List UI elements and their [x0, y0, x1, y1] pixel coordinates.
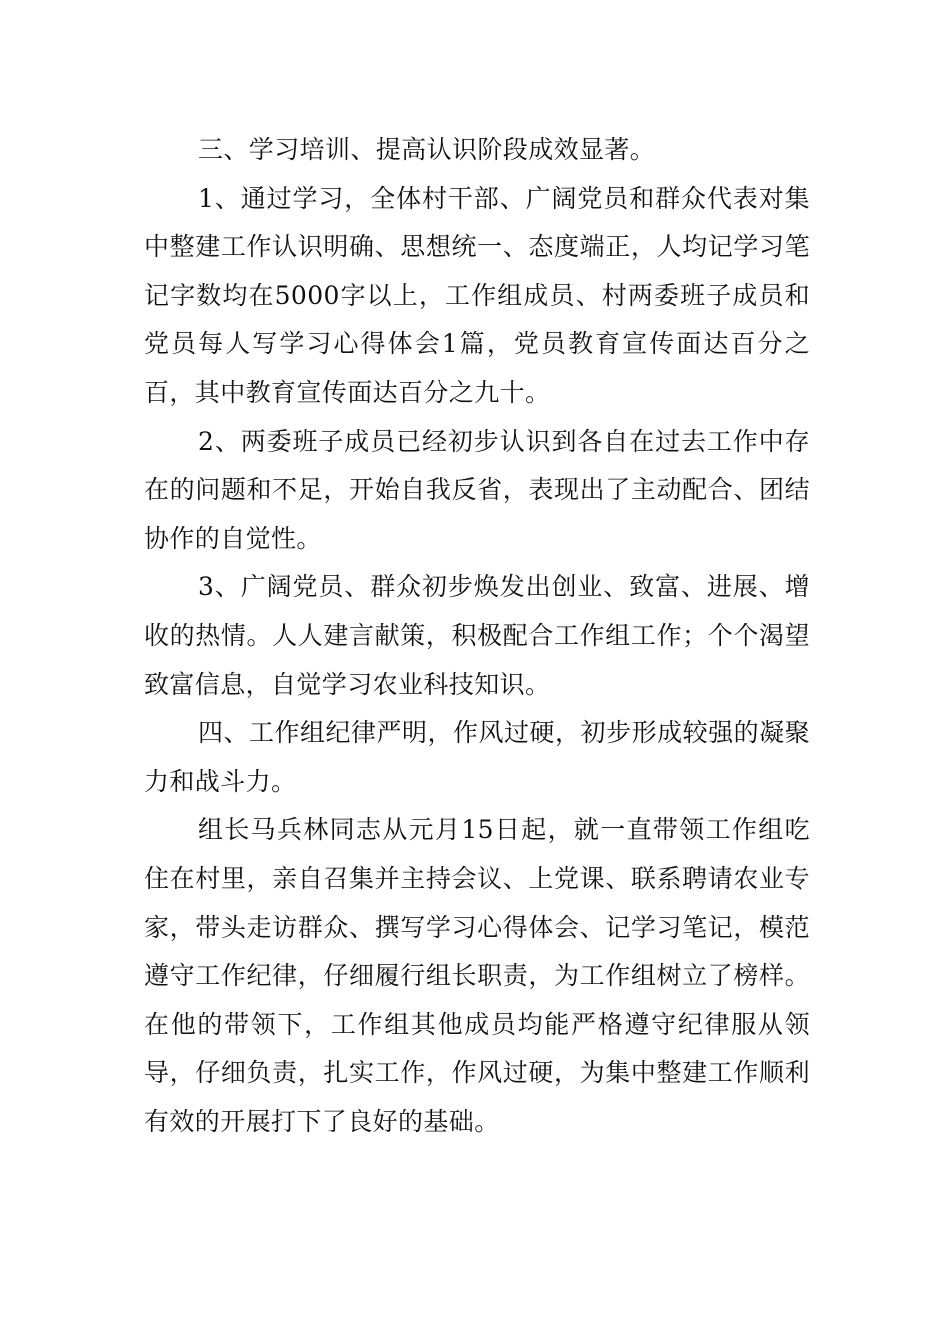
- paragraph-item-1: 1、通过学习，全体村干部、广阔党员和群众代表对集中整建工作认识明确、思想统一、态度端正，人均记学习笔记字数均在5000字以上，工作组成员、村两委班子成员和党员每人写学习心得体会1篇，党员教育宣传面达百分之百，其中教育宣传面达百分之九十。: [144, 183, 810, 407]
- paragraph-item-3: 3、广阔党员、群众初步焕发出创业、致富、进展、增收的热情。人人建言献策，积极配合工作组工作；个个渴望致富信息，自觉学习农业科技知识。: [144, 572, 810, 699]
- section-heading-four: 四、工作组纪律严明，作风过硬，初步形成较强的凝聚力和战斗力。: [144, 718, 810, 796]
- paragraph-item-2: 2、两委班子成员已经初步认识到各自在过去工作中存在的问题和不足，开始自我反省，表现出了主动配合、团结协作的自觉性。: [144, 426, 810, 553]
- section-heading-three: 三、学习培训、提高认识阶段成效显著。: [198, 135, 656, 164]
- document-body: [144, 126, 810, 1146]
- paragraph-leader: 组长马兵林同志从元月15日起，就一直带领工作组吃住在村里，亲自召集并主持会议、上党课、联系聘请农业专家，带头走访群众、撰写学习心得体会、记学习笔记，模范遵守工作纪律，仔细履行组长职责，为工作组树立了榜样。在他的带领下，工作组其他成员均能严格遵守纪律服从领导，仔细负责，扎实工作，作风过硬，为集中整建工作顺利有效的开展打下了良好的基础。: [144, 815, 810, 1136]
